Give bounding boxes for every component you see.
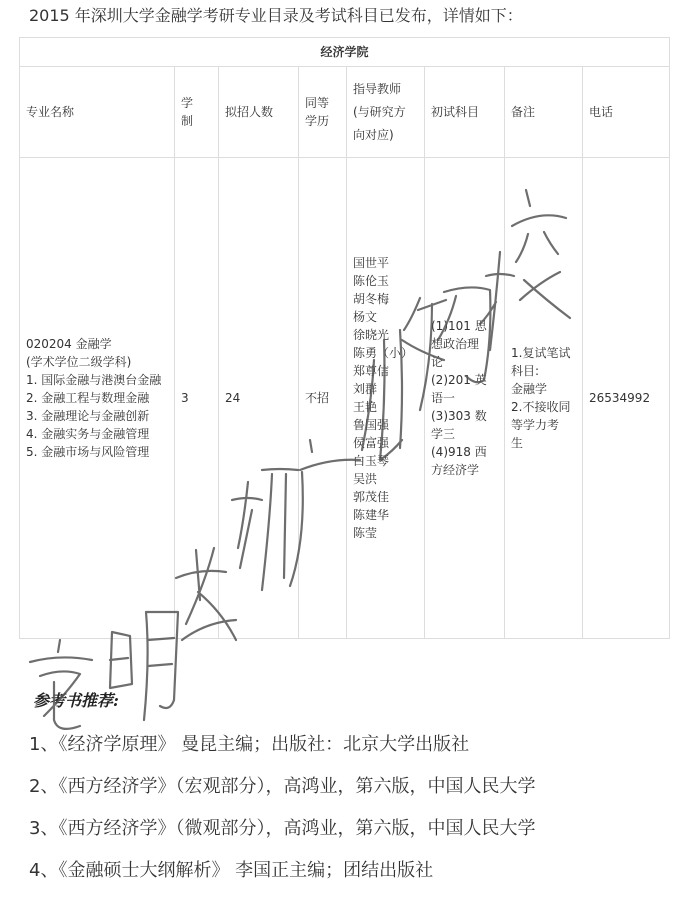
header-years [175, 67, 219, 158]
cell-major [20, 158, 175, 639]
cell-line: 刘群 [353, 382, 378, 396]
cell-line: 3. 金融理论与金融创新 [26, 409, 150, 423]
cell-line: (3)303 数 [431, 409, 487, 423]
references-list [29, 731, 535, 899]
cell-line: 陈莹 [353, 526, 378, 540]
cell-line: 陈建华 [353, 508, 390, 522]
reference-item: 3、《西方经济学》（微观部分），高鸿业，第六版，中国人民大学 [29, 818, 536, 839]
cell-line: 论 [431, 355, 444, 369]
cell-line: 指导教师 [353, 81, 402, 96]
cell-exam [425, 158, 505, 639]
cell-line: 1. 国际金融与港澳台金融 [26, 373, 162, 387]
cell-line: 2. 金融工程与数理金融 [26, 391, 150, 405]
cell-line: 制 [181, 114, 194, 128]
cell-phone: 26534992 [583, 158, 670, 639]
cell-line: 语一 [431, 391, 456, 405]
table-row [20, 158, 670, 639]
cell-line: 方经济学 [431, 463, 480, 477]
header-director [347, 67, 425, 158]
cell-line: 国世平 [353, 256, 390, 270]
cell-years: 3 [175, 158, 219, 639]
cell-line: 向对应) [353, 127, 394, 142]
cell-line: 生 [511, 436, 524, 450]
cell-quota: 24 [219, 158, 299, 639]
cell-line: 王艳 [353, 400, 378, 414]
cell-line: 2.不接收同 [511, 400, 571, 414]
reference-item: 2、《西方经济学》（宏观部分），高鸿业，第六版，中国人民大学 [29, 776, 536, 797]
cell-line: 1.复试笔试 [511, 346, 571, 360]
cell-line: 想政治理 [431, 337, 480, 351]
cell-line: 学 [181, 96, 194, 110]
cell-line: 杨文 [353, 310, 378, 324]
header-major: 专业名称 [20, 67, 175, 158]
table-title-row [20, 38, 670, 67]
cell-line: 金融学 [511, 382, 548, 396]
cell-notes [505, 158, 583, 639]
cell-line: 白玉琴 [353, 454, 390, 468]
cell-line: (4)918 西 [431, 445, 487, 459]
reference-item: 1、《经济学原理》 曼昆主编；出版社：北京大学出版社 [29, 734, 470, 755]
header-phone: 电话 [583, 67, 670, 158]
cell-line: 4. 金融实务与金融管理 [26, 427, 150, 441]
cell-line: 学三 [431, 427, 456, 441]
cell-equiv: 不招 [299, 158, 347, 639]
cell-line: (学术学位二级学科) [26, 355, 132, 369]
cell-line: 学历 [305, 114, 330, 128]
cell-line: 科目: [511, 364, 540, 378]
program-table [19, 37, 670, 639]
table-header-row [20, 67, 670, 158]
cell-line: 郭茂佳 [353, 490, 390, 504]
header-exam: 初试科目 [425, 67, 505, 158]
table-title: 经济学院 [20, 38, 670, 67]
cell-line: 郑尊信 [353, 364, 390, 378]
header-equiv [299, 67, 347, 158]
header-notes: 备注 [505, 67, 583, 158]
cell-line: 同等 [305, 96, 330, 110]
cell-line: 徐晓光 [353, 328, 390, 342]
cell-line: (2)201 英 [431, 373, 487, 387]
cell-line: (与研究方 [353, 104, 406, 119]
cell-line: (1)101 思 [431, 319, 487, 333]
cell-line: 陈伦玉 [353, 274, 390, 288]
cell-line: 吴洪 [353, 472, 378, 486]
cell-line: 侯富强 [353, 436, 390, 450]
cell-line: 5. 金融市场与风险管理 [26, 445, 150, 459]
cell-line: 020204 金融学 [26, 337, 112, 351]
cell-line: 等学力考 [511, 418, 560, 432]
cell-line: 陈勇（小） [353, 346, 414, 360]
header-quota: 拟招人数 [219, 67, 299, 158]
intro-text: 2015 年深圳大学金融学考研专业目录及考试科目已发布，详情如下： [29, 6, 523, 25]
references-title: 参考书推荐: [33, 691, 119, 710]
cell-line: 胡冬梅 [353, 292, 390, 306]
cell-line: 鲁国强 [353, 418, 390, 432]
reference-item: 4、《金融硕士大纲解析》 李国正主编；团结出版社 [29, 860, 434, 881]
cell-teachers [347, 158, 425, 639]
